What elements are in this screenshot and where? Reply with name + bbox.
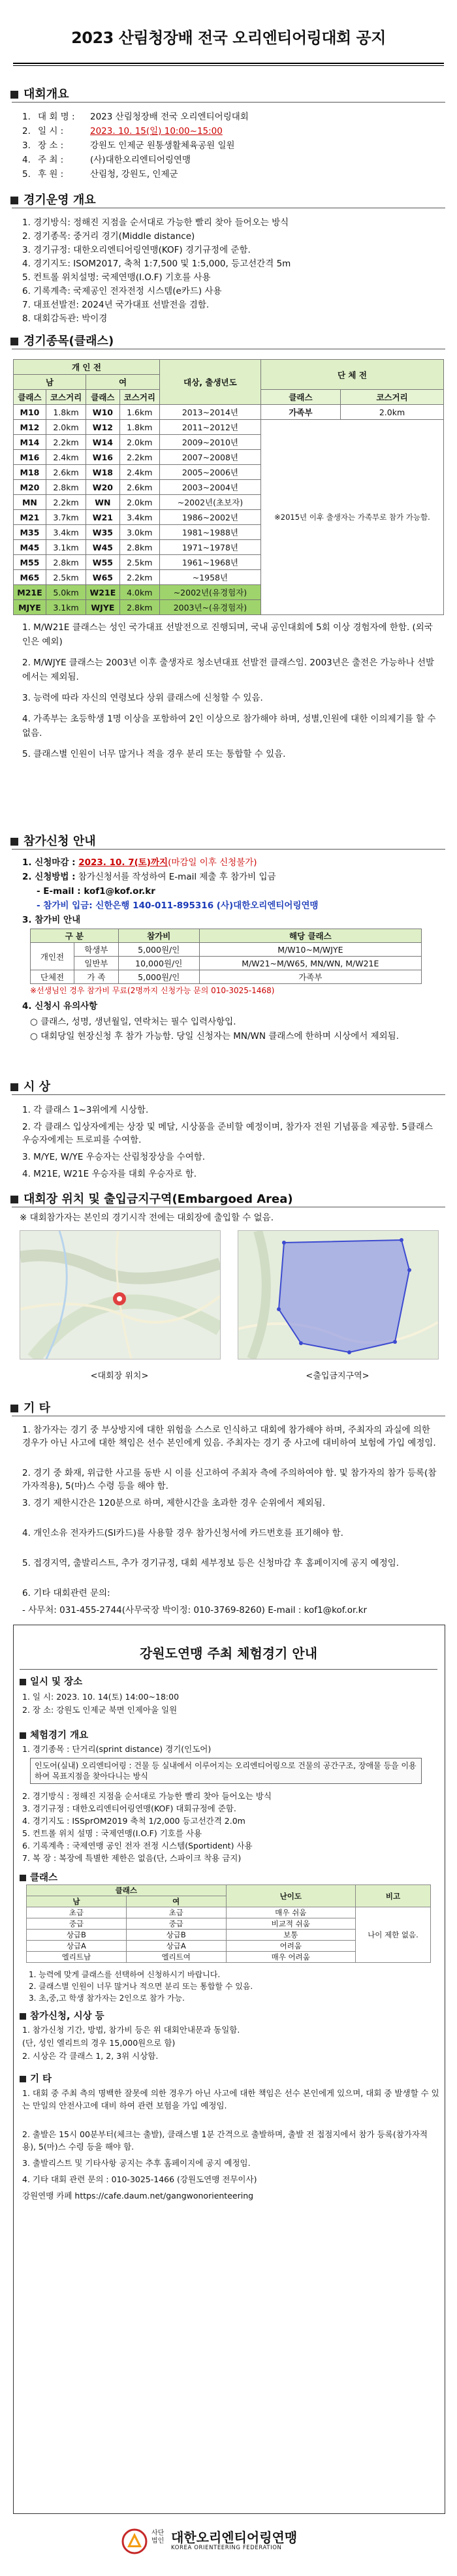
- birth-year: ~2002년(유경험자): [159, 585, 260, 600]
- course-distance: 3.4km: [119, 510, 159, 525]
- course-distance: 3.1km: [46, 600, 86, 615]
- class-code: W21: [86, 510, 119, 525]
- course-distance: 3.7km: [46, 510, 86, 525]
- item-value: 2023 산림청장배 전국 오리엔티어링대회: [90, 112, 249, 122]
- caution-label: 4. 신청시 유의사항: [22, 1001, 98, 1011]
- exp-apply-item: 2. 시상은 각 클래스 1, 2, 3위 시상함.: [22, 2051, 159, 2061]
- course-distance: 3.4km: [46, 525, 86, 540]
- award-item: 2. 각 클래스 입상자에게는 상장 및 메달, 시상품을 준비할 예정이며, 참가자 전원 기념품을 제공함. 5클래스 우승자에게는 트로피를 수여함.: [22, 1122, 433, 1145]
- exp-apply-heading: 참가신청, 시상 등: [20, 2009, 104, 2022]
- birth-year: 1986~2002년: [159, 510, 260, 525]
- overview-item: [22, 140, 440, 151]
- exp-col-male: 남: [27, 1896, 127, 1907]
- class-code: WN: [86, 495, 119, 510]
- class-code: M16: [14, 450, 46, 465]
- class-code: M55: [14, 555, 46, 570]
- exp-rule-item: 5. 컨트롤 위치 설명 : 국제연맹(I.O.F) 기호를 사용: [22, 1828, 202, 1838]
- exp-etc-item: 강원연맹 카페 https://cafe.daum.net/gangwonorienteering: [22, 2191, 254, 2201]
- exp-date-item: 1. 일 시: 2023. 10. 14(토) 14:00~18:00: [22, 1692, 180, 1702]
- fee-class: M/W21~M/W65, MN/WN, M/W21E: [199, 957, 421, 970]
- birth-year: 2013~2014년: [159, 405, 260, 420]
- class-code: W16: [86, 450, 119, 465]
- overview-item: [22, 111, 440, 123]
- course-distance: 2.5km: [46, 570, 86, 585]
- course-distance: 2.2km: [119, 570, 159, 585]
- col-class: 클래스: [86, 390, 119, 405]
- exp-col-class: 클래스: [27, 1885, 227, 1896]
- class-code: M10: [14, 405, 46, 420]
- section-heading-classes: 경기종목(클래스): [10, 332, 114, 349]
- federation-logo: [121, 2527, 337, 2556]
- square-bullet-icon: [20, 1875, 26, 1881]
- class-code: M35: [14, 525, 46, 540]
- etc-item: 2. 경기 중 화재, 위급한 사고를 동반 시 이를 신고하여 주최자 측에 주의하여야 함. 및 참가자의 참가 등록(참가자적용), 5(마)스 수령 등을 해야 함.: [22, 1468, 437, 1491]
- exp-rule-item: 2. 경기방식 : 정해진 지점을 순서대로 가능한 빨리 찾아 들어오는 방식: [22, 1791, 272, 1801]
- course-distance: 2.0km: [119, 495, 159, 510]
- apply-deadline: 1. 신청마감 : 2023. 10. 7(토)까지(마감일 이후 신청불가): [22, 857, 257, 868]
- item-value: (사)대한오리엔티어링연맹: [90, 155, 191, 165]
- item-number: 2.: [22, 126, 31, 136]
- course-distance: 4.0km: [119, 585, 159, 600]
- embargoed-map-caption: <출입금지구역>: [306, 1371, 370, 1381]
- course-distance: 2.4km: [46, 450, 86, 465]
- square-bullet-icon: [10, 1083, 18, 1091]
- fee-type: 학생부: [74, 943, 119, 957]
- exp-col-female: 여: [126, 1896, 226, 1907]
- item-value: 2023. 10. 15(일) 10:00~15:00: [90, 126, 223, 136]
- exp-difficulty: 어려움: [226, 1941, 355, 1952]
- square-bullet-icon: [10, 197, 18, 204]
- class-table: [13, 359, 444, 615]
- footer-org-name: 대한오리엔티어링연맹: [171, 2530, 298, 2545]
- exp-class-female: 엘리트여: [126, 1952, 226, 1963]
- team-class: 가족부: [260, 405, 340, 420]
- footer-badge: 사단법인: [151, 2530, 165, 2545]
- square-bullet-icon: [10, 1196, 18, 1203]
- fee-amount: 5,000원/인: [118, 943, 199, 957]
- exp-class-female: 중급: [126, 1918, 226, 1930]
- venue-location-map: [20, 1230, 221, 1360]
- experience-title: 강원도연맹 주최 체험경기 안내: [139, 1646, 318, 1661]
- exp-class-note: 1. 능력에 맞게 클래스를 선택하여 신청하시기 바랍니다.: [29, 1970, 221, 1979]
- item-value: 강원도 인제군 원통생활체육공원 일원: [90, 140, 235, 151]
- exp-class-female: 상급A: [126, 1941, 226, 1952]
- item-label: 후 원 :: [38, 169, 64, 180]
- section-heading-rules: 경기운영 개요: [10, 191, 96, 208]
- col-distance: 코스거리: [341, 390, 444, 405]
- exp-class-row: [27, 1907, 431, 1918]
- class-code: M45: [14, 540, 46, 555]
- etc-item: - 사무처: 031-455-2744(사무국장 박이정: 010-3769-8260) E-mail : kof1@kof.or.kr: [22, 1605, 368, 1615]
- class-note: 1. M/W21E 클래스는 성인 국가대표 선발전으로 진행되며, 국내 공인대회에 5회 이상 경험자에 한함. (외국인은 예외): [22, 622, 433, 647]
- etc-item: 4. 개인소유 전자카드(SI카드)를 사용할 경우 참가신청서에 카드번호를 표기해야 함.: [22, 1528, 343, 1538]
- item-label: 주 최 :: [38, 155, 64, 165]
- federation-emblem-icon: [121, 2528, 148, 2554]
- class-code: MN: [14, 495, 46, 510]
- class-note: 2. M/WJYE 클래스는 2003년 이후 출생자로 청소년대표 선발전 클래스임. 2003년은 출전은 가능하나 선발에서는 제외됨.: [22, 658, 435, 682]
- header-female: 여: [86, 375, 160, 390]
- apply-email: - E-mail : kof1@kof.or.kr: [37, 886, 155, 897]
- class-code: W35: [86, 525, 119, 540]
- rule-item: 5. 컨트롤 위치설명: 국제연맹(I.O.F) 기호를 사용: [22, 272, 211, 283]
- award-item: 1. 각 클래스 1~3위에게 시상함.: [22, 1105, 149, 1115]
- square-bullet-icon: [20, 2013, 26, 2020]
- item-number: 5.: [22, 169, 31, 180]
- class-code: W18: [86, 465, 119, 480]
- exp-date-heading: 일시 및 장소: [20, 1674, 82, 1688]
- birth-year: ~1958년: [159, 570, 260, 585]
- caution-item: ○ 대회당일 현장신청 후 참가 가능함. 당일 신청자는 MN/WN 클래스에 한하며 시상에서 제외됨.: [30, 1031, 399, 1042]
- rule-item: 1. 경기방식: 정해진 지점을 순서대로 가능한 빨리 찾아 들어오는 방식: [22, 217, 289, 228]
- section-heading-apply: 참가신청 안내: [10, 832, 96, 849]
- exp-class-male: 상급B: [27, 1930, 127, 1941]
- class-code: M65: [14, 570, 46, 585]
- class-code: M18: [14, 465, 46, 480]
- exp-col-remark: 비고: [356, 1885, 431, 1907]
- rule-item: 8. 대회감독관: 박이경: [22, 313, 108, 324]
- square-bullet-icon: [20, 1732, 26, 1739]
- class-row: [14, 420, 444, 435]
- item-label: 대 회 명 :: [38, 112, 75, 122]
- fee-col-fee: 참가비: [118, 929, 199, 943]
- item-number: 3.: [22, 140, 31, 151]
- course-distance: 2.2km: [46, 495, 86, 510]
- item-number: 1.: [22, 112, 31, 122]
- team-note: ※2015년 이후 출생자는 가족부로 참가 가능함.: [260, 420, 443, 615]
- exp-apply-item: (단, 성인 엘리트의 경우 15,000원으로 함): [22, 2038, 176, 2048]
- overview-item: [22, 125, 440, 137]
- section-divider: [20, 1669, 437, 1670]
- exp-rules-heading: 체험경기 개요: [20, 1728, 88, 1741]
- class-code: M12: [14, 420, 46, 435]
- class-code: W45: [86, 540, 119, 555]
- embargoed-area-map: [238, 1230, 439, 1360]
- class-code: M20: [14, 480, 46, 495]
- birth-year: 2003~2004년: [159, 480, 260, 495]
- exp-etc-item: 3. 출발리스트 및 기타사항 공지는 추후 홈페이지에 공지 예정임.: [22, 2158, 251, 2168]
- exp-class-male: 중급: [27, 1918, 127, 1930]
- exp-remark: 나이 제한 없음.: [356, 1907, 431, 1963]
- exp-rule-item: 4. 경기지도 : ISSprOM2019 축척 1/2,000 등고선간격 2.0m: [22, 1816, 245, 1826]
- exp-col-difficulty: 난이도: [226, 1885, 355, 1907]
- exp-class-male: 상급A: [27, 1941, 127, 1952]
- fee-team: 단체전: [31, 970, 74, 984]
- etc-item: 1. 참가자는 경기 중 부상방지에 대한 위험을 스스로 인식하고 대회에 참가해야 하며, 주최자의 과실에 의한 경우가 아닌 사고에 대한 책임은 선수 본인에게 있음. 주최자는 경기 중 사고에 대비하여 보험에 가입 예정임.: [22, 1425, 436, 1448]
- etc-item: 6. 기타 대회관련 문의:: [22, 1588, 110, 1598]
- course-distance: 2.8km: [46, 555, 86, 570]
- overview-item: [22, 168, 440, 180]
- rule-item: 2. 경기종목: 중거리 경기(Middle distance): [22, 231, 195, 242]
- exp-difficulty: 매우 어려움: [226, 1952, 355, 1963]
- square-bullet-icon: [20, 1679, 26, 1685]
- exp-etc-item: 1. 대회 중 주최 측의 명백한 잘못에 의한 경우가 아닌 사고에 대한 책임은 선수 본인에게 있으며, 대회 중 발생할 수 있는 만일의 안전사고에 대비 하여 관련 보험을 가입 예정임.: [22, 2088, 439, 2110]
- indoor-definition: 인도어(실내) 오리엔티어링 : 건물 등 실내에서 이루어지는 오리엔티어링으로 건물의 공간구조, 장애물 등을 이용하여 목표지점을 찾아다니는 방식: [35, 1761, 417, 1781]
- apply-account: - 참가비 입금: 신한은행 140-011-895316 (사)대한오리엔티어링연맹: [37, 900, 319, 911]
- item-label: 장 소 :: [38, 140, 64, 151]
- class-note: 5. 클래스별 인원이 너무 많거나 적을 경우 분리 또는 통합할 수 있음.: [22, 749, 286, 759]
- exp-etc-heading: 기 타: [20, 2071, 52, 2085]
- col-class: 클래스: [260, 390, 340, 405]
- section-heading-venue: 대회장 위치 및 출입금지구역(Embargoed Area): [10, 1190, 293, 1207]
- section-heading-etc: 기 타: [10, 1399, 50, 1416]
- team-distance: 2.0km: [341, 405, 444, 420]
- class-row: [14, 405, 444, 420]
- birth-year: 2007~2008년: [159, 450, 260, 465]
- fee-col-class: 해당 클래스: [199, 929, 421, 943]
- fee-label: 3. 참가비 안내: [22, 915, 81, 925]
- course-distance: 2.2km: [119, 450, 159, 465]
- course-distance: 5.0km: [46, 585, 86, 600]
- venue-map-caption: <대회장 위치>: [90, 1371, 149, 1381]
- award-item: 4. M21E, W21E 우승자를 대회 우승자로 함.: [22, 1169, 197, 1179]
- course-distance: 2.2km: [46, 435, 86, 450]
- square-bullet-icon: [20, 2076, 26, 2082]
- class-code: W12: [86, 420, 119, 435]
- class-code: W20: [86, 480, 119, 495]
- birth-year: 2011~2012년: [159, 420, 260, 435]
- course-distance: 2.6km: [46, 465, 86, 480]
- fee-class: M/W10~M/WJYE: [199, 943, 421, 957]
- award-item: 3. M/YE, W/YE 우승자는 산림청장상을 수여함.: [22, 1152, 206, 1162]
- exp-class-table: [26, 1884, 431, 1963]
- exp-difficulty: 보통: [226, 1930, 355, 1941]
- etc-item: 3. 경기 제한시간은 120분으로 하며, 제한시간을 초과한 경우 순위에서 제외됨.: [22, 1498, 326, 1508]
- exp-rule-item: 6. 기록계측 : 국제연맹 공인 전자 전정 시스템(Sportident) 사용: [22, 1841, 253, 1851]
- header-individual: 개 인 전: [14, 360, 160, 375]
- item-label: 일 시 :: [38, 126, 64, 136]
- section-heading-overview: 대회개요: [10, 85, 69, 102]
- header-team: 단 체 전: [260, 360, 443, 390]
- course-distance: 2.8km: [119, 540, 159, 555]
- exp-difficulty: 비교적 쉬움: [226, 1918, 355, 1930]
- section-divider: [12, 102, 445, 103]
- exp-etc-item: 2. 출발은 15시 00분부터(체크는 출발), 클래스별 1분 간격으로 출발하며, 출발 전 접점지에서 참가 등록(참가자적용), 5(마)스 수령 등을 해야 함.: [22, 2129, 428, 2152]
- col-class: 클래스: [14, 390, 46, 405]
- fee-class: 가족부: [199, 970, 421, 984]
- overview-item: [22, 154, 440, 166]
- class-code: W65: [86, 570, 119, 585]
- class-code: W55: [86, 555, 119, 570]
- apply-method: 2. 신청방법 : 참가신청서를 작성하여 E-mail 제출 후 참가비 입금: [22, 872, 276, 882]
- exp-class-female: 초급: [126, 1907, 226, 1918]
- birth-year: ~2002년(초보자): [159, 495, 260, 510]
- title-divider: [13, 63, 444, 66]
- fee-amount: 10,000원/인: [118, 957, 199, 970]
- birth-year: 1981~1988년: [159, 525, 260, 540]
- section-divider: [12, 1094, 445, 1095]
- class-code: MJYE: [14, 600, 46, 615]
- class-code: W10: [86, 405, 119, 420]
- fee-type: 일반부: [74, 957, 119, 970]
- etc-item: 5. 접경지역, 출발리스트, 추가 경기규정, 대회 세부정보 등은 신청마감 후 홈페이지에 공지 예정임.: [22, 1558, 400, 1568]
- rule-item: 3. 경기규정: 대한오리엔티어링연맹(KOF) 경기규정에 준함.: [22, 245, 251, 255]
- course-distance: 2.0km: [46, 420, 86, 435]
- course-distance: 3.1km: [46, 540, 86, 555]
- exp-rule-item: 3. 경기규정 : 대한오리엔티어링연맹(KOF) 대회규정에 준함.: [22, 1804, 236, 1813]
- class-code: W21E: [86, 585, 119, 600]
- item-value: 산림청, 강원도, 인제군: [90, 169, 178, 180]
- course-distance: 2.6km: [119, 480, 159, 495]
- footer-org-en: KOREA ORIENTEERING FEDERATION: [171, 2545, 282, 2551]
- page-title: 2023 산림청장배 전국 오리엔티어링대회 공지: [71, 29, 386, 47]
- header-male: 남: [14, 375, 86, 390]
- square-bullet-icon: [10, 838, 18, 846]
- course-distance: 1.8km: [119, 420, 159, 435]
- square-bullet-icon: [10, 1405, 18, 1412]
- exp-difficulty: 매우 쉬움: [226, 1907, 355, 1918]
- rule-item: 6. 기록계측: 국제공인 전자전정 시스템(e카드) 사용: [22, 286, 222, 296]
- rule-item: 7. 대표선발전: 2024년 국가대표 선발전을 겸함.: [22, 300, 210, 310]
- fee-type: 가 족: [74, 970, 119, 984]
- section-divider: [12, 849, 445, 850]
- fee-table: [30, 929, 422, 984]
- class-code: M21E: [14, 585, 46, 600]
- exp-rule-event: 1. 경기종목 : 단거리(sprint distance) 경기(인도어): [22, 1744, 212, 1754]
- caution-item: ○ 클래스, 성명, 생년월일, 연락처는 필수 입력사항입.: [30, 1017, 236, 1027]
- course-distance: 2.5km: [119, 555, 159, 570]
- birth-year: 2009~2010년: [159, 435, 260, 450]
- class-note: 3. 능력에 따라 자신의 연령보다 상위 클래스에 신청할 수 있음.: [22, 693, 263, 703]
- class-code: M14: [14, 435, 46, 450]
- fee-individual: 개인전: [31, 943, 74, 970]
- birth-year: 1961~1968년: [159, 555, 260, 570]
- exp-class-male: 엘리트남: [27, 1952, 127, 1963]
- class-note: 4. 가족부는 초등학생 1명 이상을 포함하여 2인 이상으로 참가해야 하며, 성별,인원에 대한 이의제기를 할 수 없음.: [22, 714, 436, 739]
- class-code: WJYE: [86, 600, 119, 615]
- exp-class-note: 3. 초,중,고 학생 참가자는 2인으로 참가 가능.: [29, 1994, 185, 2003]
- item-number: 4.: [22, 155, 31, 165]
- course-distance: 1.6km: [119, 405, 159, 420]
- course-distance: 1.8km: [46, 405, 86, 420]
- col-distance: 코스거리: [46, 390, 86, 405]
- venue-note: ※ 대회참가자는 본인의 경기시작 전에는 대회장에 출입할 수 없음.: [20, 1213, 274, 1223]
- birth-year: 2005~2006년: [159, 465, 260, 480]
- rule-item: 4. 경기지도: ISOM2017, 축척 1:7,500 및 1:5,000, 등고선간격 5m: [22, 259, 291, 269]
- exp-class-male: 초급: [27, 1907, 127, 1918]
- exp-etc-item: 4. 기타 대회 관련 문의 : 010-3025-1466 (강원도연맹 전무이사): [22, 2174, 257, 2184]
- col-distance: 코스거리: [119, 390, 159, 405]
- course-distance: 2.8km: [119, 600, 159, 615]
- header-birth-year: 대상, 출생년도: [159, 360, 260, 405]
- indoor-definition-box: [30, 1758, 422, 1784]
- exp-date-item: 2. 장 소: 강원도 인제군 북면 인제아울 일원: [22, 1705, 178, 1715]
- birth-year: 1971~1978년: [159, 540, 260, 555]
- fee-col-type: 구 분: [31, 929, 119, 943]
- course-distance: 2.8km: [46, 480, 86, 495]
- section-heading-awards: 시 상: [10, 1077, 50, 1094]
- fee-amount: 5,000원/인: [118, 970, 199, 984]
- exp-class-female: 상급B: [126, 1930, 226, 1941]
- course-distance: 2.0km: [119, 435, 159, 450]
- square-bullet-icon: [10, 338, 18, 345]
- course-distance: 3.0km: [119, 525, 159, 540]
- class-code: W14: [86, 435, 119, 450]
- exp-class-note: 2. 클래스별 인원이 너무 많거나 적으면 분리 또는 통합할 수 있음.: [29, 1982, 253, 1991]
- course-distance: 2.4km: [119, 465, 159, 480]
- exp-rule-item: 7. 복 장 : 복장에 특별한 제한은 없음(단, 스파이크 착용 금지): [22, 1853, 242, 1863]
- square-bullet-icon: [10, 91, 18, 99]
- class-code: M21: [14, 510, 46, 525]
- exp-class-heading: 클래스: [20, 1870, 57, 1884]
- exp-apply-item: 1. 참가신청 기간, 방법, 참가비 등은 위 대회안내문과 동일함.: [22, 2025, 240, 2035]
- fee-note: ※선생님인 경우 참가비 무료(2명까지 신청가능 문의 010-3025-1468): [30, 986, 275, 995]
- birth-year: 2003년~(유경험자): [159, 600, 260, 615]
